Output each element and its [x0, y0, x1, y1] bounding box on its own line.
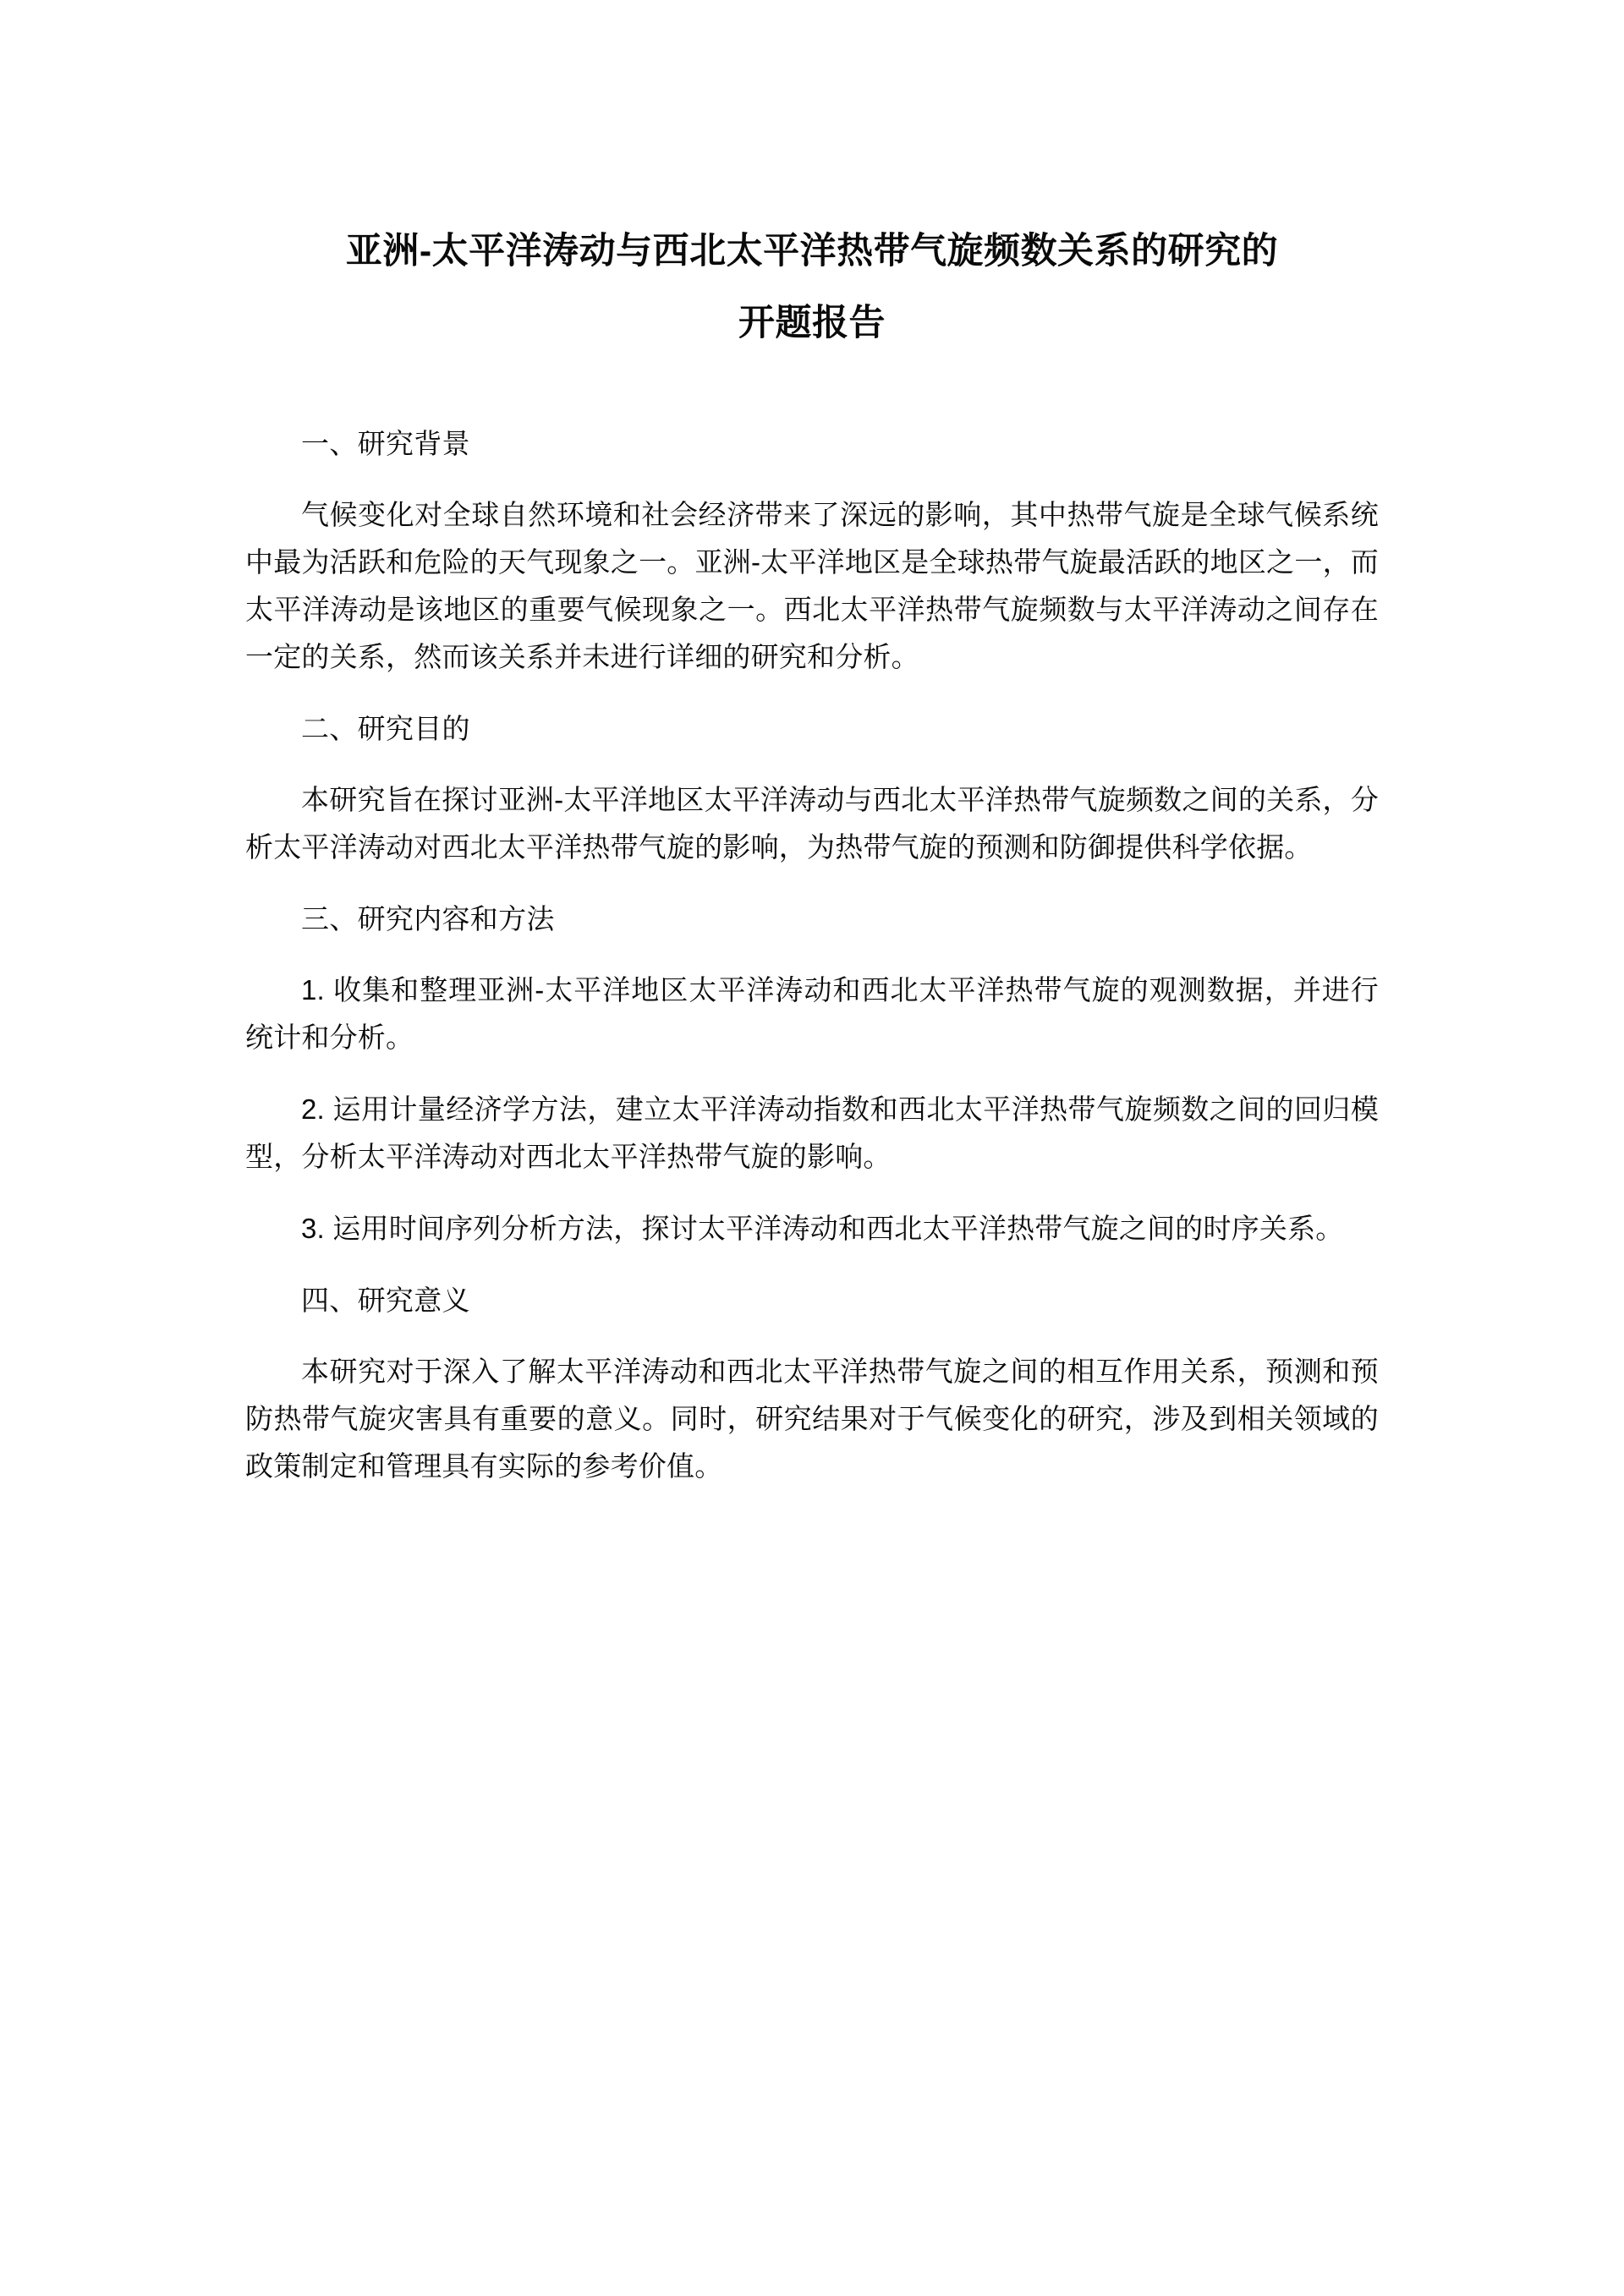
section-heading-research-content-methods: 三、研究内容和方法: [301, 903, 555, 934]
page-title: [245, 0, 1379, 359]
page-title-line-1: 亚洲-太平洋涛动与西北太平洋热带气旋频数关系的研究的: [345, 231, 1279, 271]
research-method-item-3: 3. 运用时间序列分析方法，探讨太平洋涛动和西北太平洋热带气旋之间的时序关系。: [301, 1213, 1344, 1244]
section-paragraph-research-background: 气候变化对全球自然环境和社会经济带来了深远的影响，其中热带气旋是全球气候系统中最为活跃和危险的天气现象之一。亚洲-太平洋地区是全球热带气旋最活跃的地区之一，而太平洋涛动是该地区的重要气候现象之一。西北太平洋热带气旋频数与太平洋涛动之间存在一定的关系，然而该关系并未进行详细的研究和分析。: [245, 499, 1379, 672]
section-heading-research-purpose: 二、研究目的: [301, 713, 470, 744]
section-paragraph-research-purpose: 本研究旨在探讨亚洲-太平洋地区太平洋涛动与西北太平洋热带气旋频数之间的关系，分析太平洋涛动对西北太平洋热带气旋的影响，为热带气旋的预测和防御提供科学依据。: [245, 784, 1379, 863]
document-content-column: [245, 0, 1379, 1490]
page-title-line-2: 开题报告: [738, 303, 886, 343]
research-method-item-1: 1. 收集和整理亚洲-太平洋地区太平洋涛动和西北太平洋热带气旋的观测数据，并进行统计和分析。: [245, 974, 1379, 1053]
research-method-item-2: 2. 运用计量经济学方法，建立太平洋涛动指数和西北太平洋热带气旋频数之间的回归模型，分析太平洋涛动对西北太平洋热带气旋的影响。: [245, 1093, 1379, 1172]
section-paragraph-research-significance: 本研究对于深入了解太平洋涛动和西北太平洋热带气旋之间的相互作用关系，预测和预防热带气旋灾害具有重要的意义。同时，研究结果对于气候变化的研究，涉及到相关领域的政策制定和管理具有实际的参考价值。: [245, 1356, 1379, 1482]
section-heading-research-background: 一、研究背景: [301, 428, 470, 459]
section-heading-research-significance: 四、研究意义: [301, 1285, 470, 1316]
